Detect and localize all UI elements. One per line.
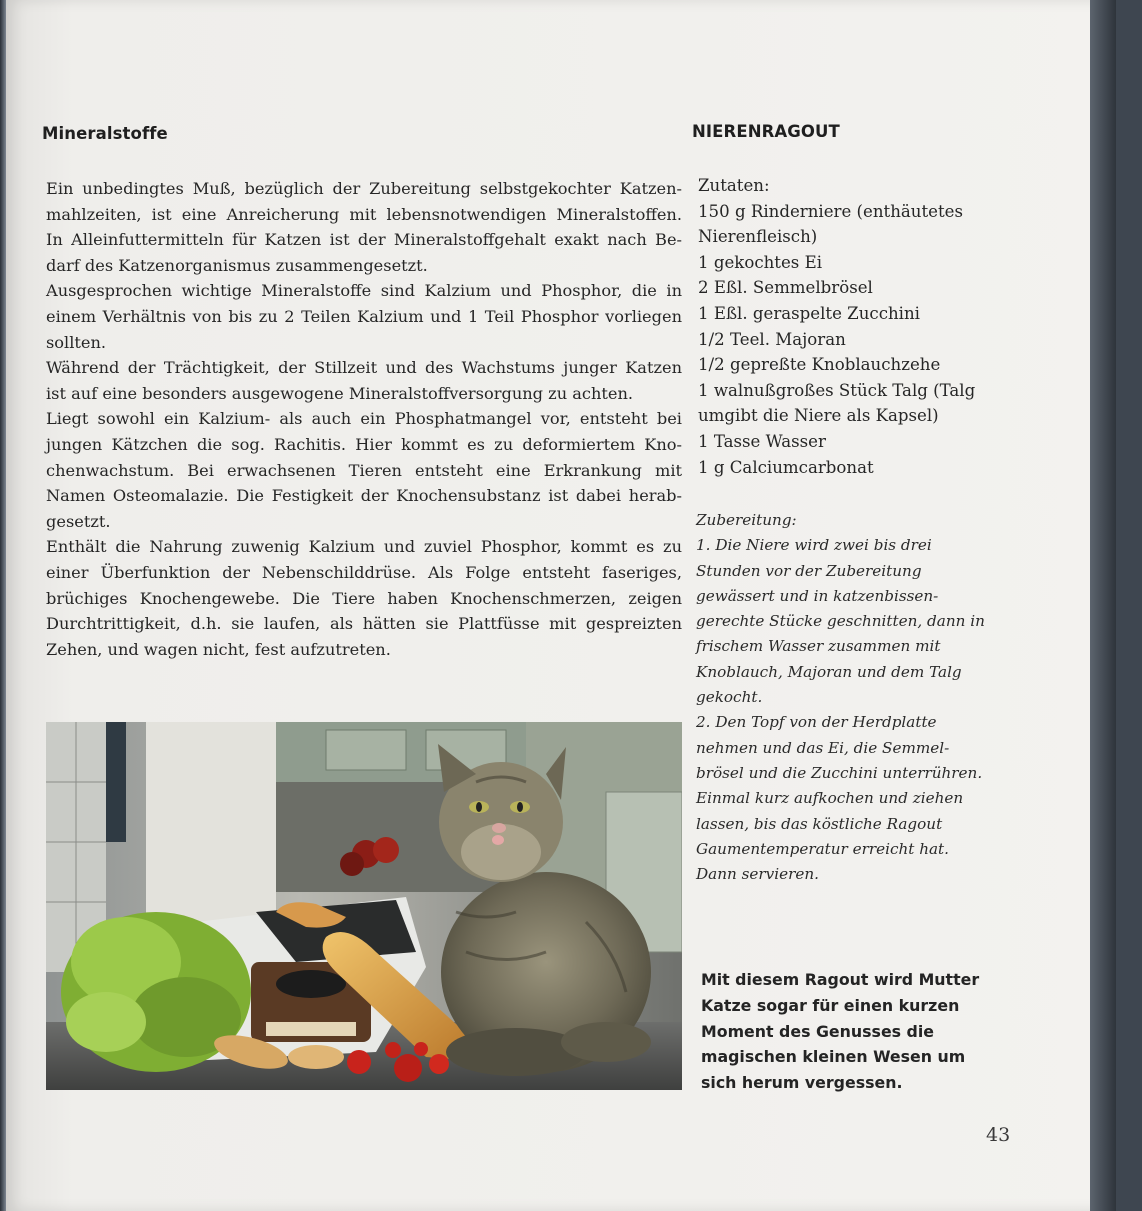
body-line: Enthält die Nahrung zuwenig Kalzium und zuviel Phosphor, kommt es zu xyxy=(46,537,682,557)
ingredient-line: 1 walnußgroßes Stück Talg (Talg xyxy=(698,380,976,400)
caption-line: Mit diesem Ragout wird Mutter xyxy=(701,970,980,989)
caption-line: magischen kleinen Wesen um xyxy=(701,1047,966,1067)
prep-line: Zubereitung: xyxy=(696,511,797,529)
page-number: 43 xyxy=(986,1124,1011,1146)
body-line: jungen Kätzchen die sog. Rachitis. Hier kommt es zu deformiertem Kno- xyxy=(46,434,682,454)
prep-line: Dann servieren. xyxy=(696,865,819,884)
cat-kitchen-photo xyxy=(46,722,682,1090)
prep-line: brösel und die Zucchini unterrühren. xyxy=(696,763,983,782)
body-line: Ein unbedingtes Muß, bezüglich der Zubereitung selbstgekochter Katzen- xyxy=(46,179,682,198)
body-line: ist auf eine besonders ausgewogene Mineralstoffversorgung zu achten. xyxy=(46,383,634,403)
recipe-title: NIERENRAGOUT xyxy=(692,122,840,141)
caption-line: sich herum vergessen. xyxy=(701,1073,903,1093)
prep-line: gewässert und in katzenbissen- xyxy=(696,586,939,605)
section-heading: Mineralstoffe xyxy=(42,124,168,143)
ingredient-line: umgibt die Niere als Kapsel) xyxy=(698,406,939,426)
body-line: Zehen, und wagen nicht, fest aufzutreten. xyxy=(46,639,391,659)
ingredient-line: 2 Eßl. Semmelbrösel xyxy=(698,278,873,298)
body-line: sollten. xyxy=(46,332,107,352)
prep-line: 1. Die Niere wird zwei bis drei xyxy=(696,536,932,555)
body-line: Namen Osteomalazie. Die Festigkeit der Knochensubstanz ist dabei herab- xyxy=(46,486,682,506)
book-page xyxy=(6,0,1116,1211)
ingredient-line: 1 Tasse Wasser xyxy=(698,431,826,451)
ingredient-line: 1/2 gepreßte Knoblauchzehe xyxy=(698,355,941,375)
caption-line: Moment des Genusses die xyxy=(701,1021,934,1041)
prep-line: Gaumentemperatur erreicht hat. xyxy=(696,839,949,858)
photo-caption xyxy=(701,967,1001,1096)
prep-line: Stunden vor der Zubereitung xyxy=(696,561,922,580)
prep-line: Knoblauch, Majoran und dem Talg xyxy=(696,662,962,681)
prep-line: lassen, bis das köstliche Ragout xyxy=(696,814,943,833)
ingredient-line: 150 g Rinderniere (enthäutetes xyxy=(698,201,963,221)
body-line: einem Verhältnis von bis zu 2 Teilen Kalzium und 1 Teil Phosphor vorliegen xyxy=(46,306,682,326)
body-line: Durchtrittigkeit, d.h. sie laufen, als hätten sie Plattfüsse mit gespreizten xyxy=(46,614,682,634)
cat-photo-illustration xyxy=(46,722,682,1090)
body-line: In Alleinfuttermitteln für Katzen ist der Mineralstoffgehalt exakt nach Be- xyxy=(46,230,682,250)
body-line: brüchiges Knochengewebe. Die Tiere haben Knochenschmerzen, zeigen xyxy=(46,588,682,608)
caption-line: Katze sogar für einen kurzen xyxy=(701,995,960,1015)
prep-line: Einmal kurz aufkochen und ziehen xyxy=(696,789,964,808)
preparation-steps xyxy=(696,508,1016,887)
body-line: darf des Katzenorganismus zusammengesetzt. xyxy=(46,255,428,275)
prep-line: frischem Wasser zusammen mit xyxy=(696,637,941,656)
ingredient-line: 1 g Calciumcarbonat xyxy=(698,457,874,477)
body-line: Liegt sowohl ein Kalzium- als auch ein Phosphatmangel vor, entsteht bei xyxy=(46,409,682,429)
body-line: Ausgesprochen wichtige Mineralstoffe sind Kalzium und Phosphor, die in xyxy=(46,281,682,301)
prep-line: nehmen und das Ei, die Semmel- xyxy=(696,738,950,757)
prep-line: 2. Den Topf von der Herdplatte xyxy=(696,713,937,732)
prep-line: gerechte Stücke geschnitten, dann in xyxy=(696,612,985,631)
body-line: chenwachstum. Bei erwachsenen Tieren entsteht eine Erkrankung mit xyxy=(46,460,682,480)
mineral-body-text xyxy=(46,176,682,662)
body-line: Während der Trächtigkeit, der Stillzeit und des Wachstums junger Katzen xyxy=(46,358,682,378)
ingredients-list xyxy=(698,173,998,480)
ingredient-line: Nierenfleisch) xyxy=(698,227,818,247)
page-edge-shadow xyxy=(1090,0,1116,1211)
ingredient-line: Zutaten: xyxy=(698,176,770,195)
ingredient-line: 1 Eßl. geraspelte Zucchini xyxy=(698,303,920,323)
ingredient-line: 1 gekochtes Ei xyxy=(698,252,822,272)
ingredient-line: 1/2 Teel. Majoran xyxy=(698,329,846,349)
body-line: mahlzeiten, ist eine Anreicherung mit lebensnotwendigen Mineralstoffen. xyxy=(46,204,682,224)
body-line: einer Überfunktion der Nebenschilddrüse. Als Folge entsteht faseriges, xyxy=(46,562,682,582)
prep-line: gekocht. xyxy=(696,688,763,707)
body-line: gesetzt. xyxy=(46,511,111,531)
